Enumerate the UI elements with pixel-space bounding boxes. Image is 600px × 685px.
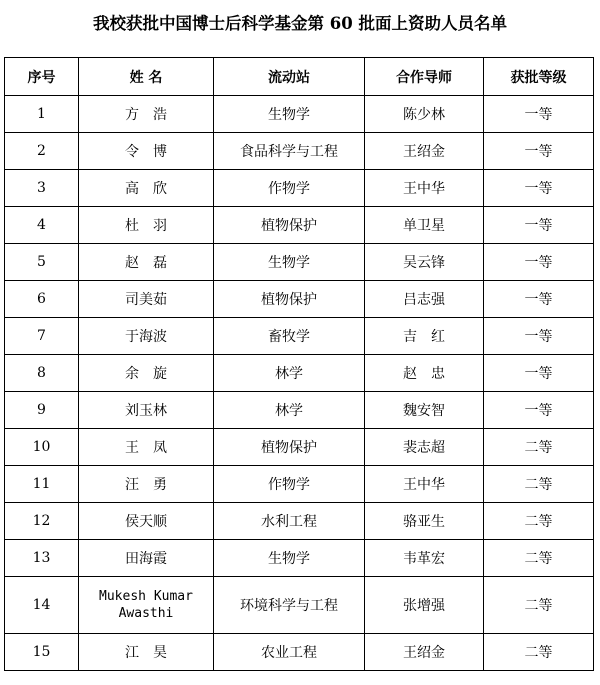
table-row [5,244,594,281]
row-name: 侯天顺 [79,503,214,540]
row-station: 植物保护 [214,207,365,244]
table-row [5,429,594,466]
row-level: 一等 [484,133,594,170]
row-level: 一等 [484,244,594,281]
table-row [5,503,594,540]
row-station: 林学 [214,355,365,392]
row-number: 2 [5,133,79,170]
row-name: 余 旋 [79,355,214,392]
row-number: 14 [5,577,79,634]
row-number: 7 [5,318,79,355]
row-number: 15 [5,634,79,671]
row-advisor: 吉 红 [365,318,484,355]
row-advisor: 韦革宏 [365,540,484,577]
row-level: 一等 [484,355,594,392]
row-name [79,577,214,634]
row-name: 汪 勇 [79,466,214,503]
row-number: 10 [5,429,79,466]
header-level: 获批等级 [484,58,594,96]
table-row [5,170,594,207]
row-station: 农业工程 [214,634,365,671]
table-row [5,466,594,503]
row-name: 方 浩 [79,96,214,133]
header-number: 序号 [5,58,79,96]
row-number: 6 [5,281,79,318]
row-advisor: 王中华 [365,466,484,503]
row-number: 12 [5,503,79,540]
row-level: 二等 [484,577,594,634]
row-station: 林学 [214,392,365,429]
row-level: 一等 [484,207,594,244]
table-row [5,133,594,170]
recipients-table [4,57,594,671]
table-row [5,96,594,133]
row-level: 二等 [484,429,594,466]
row-level: 二等 [484,466,594,503]
table-row [5,281,594,318]
row-level: 一等 [484,96,594,133]
row-number: 11 [5,466,79,503]
row-name: 赵 磊 [79,244,214,281]
row-advisor: 单卫星 [365,207,484,244]
table-row [5,392,594,429]
row-advisor: 吕志强 [365,281,484,318]
row-advisor: 骆亚生 [365,503,484,540]
table-row [5,318,594,355]
row-station: 生物学 [214,540,365,577]
table-row [5,540,594,577]
page-title: 我校获批中国博士后科学基金第 60 批面上资助人员名单 [93,14,507,33]
row-number: 4 [5,207,79,244]
row-station: 食品科学与工程 [214,133,365,170]
row-advisor: 陈少林 [365,96,484,133]
row-number: 3 [5,170,79,207]
header-name: 姓 名 [79,58,214,96]
row-name-text: Mukesh Kumar Awasthi [99,589,193,621]
row-advisor: 赵 忠 [365,355,484,392]
row-level: 一等 [484,281,594,318]
row-station: 植物保护 [214,281,365,318]
row-station: 生物学 [214,244,365,281]
row-station: 畜牧学 [214,318,365,355]
row-level: 二等 [484,503,594,540]
row-level: 二等 [484,634,594,671]
row-advisor: 王中华 [365,170,484,207]
row-station: 环境科学与工程 [214,577,365,634]
row-station: 作物学 [214,466,365,503]
row-level: 二等 [484,540,594,577]
row-station: 植物保护 [214,429,365,466]
row-name: 令 博 [79,133,214,170]
header-advisor: 合作导师 [365,58,484,96]
row-name: 杜 羽 [79,207,214,244]
row-level: 一等 [484,170,594,207]
row-advisor: 王绍金 [365,634,484,671]
row-advisor: 王绍金 [365,133,484,170]
row-station: 水利工程 [214,503,365,540]
table-header-row [5,58,594,96]
table-row [5,207,594,244]
row-number: 9 [5,392,79,429]
row-number: 8 [5,355,79,392]
row-number: 1 [5,96,79,133]
row-station: 作物学 [214,170,365,207]
row-name: 刘玉林 [79,392,214,429]
table-row [5,355,594,392]
row-name: 江 昊 [79,634,214,671]
row-level: 一等 [484,392,594,429]
row-name: 王 凤 [79,429,214,466]
row-station: 生物学 [214,96,365,133]
table-row [5,634,594,671]
row-number: 13 [5,540,79,577]
row-name: 高 欣 [79,170,214,207]
row-level: 一等 [484,318,594,355]
row-advisor: 吴云锋 [365,244,484,281]
row-name: 田海霞 [79,540,214,577]
row-advisor: 裴志超 [365,429,484,466]
table-row [5,577,594,634]
row-advisor: 魏安智 [365,392,484,429]
row-name: 司美茹 [79,281,214,318]
row-name: 于海波 [79,318,214,355]
row-advisor: 张增强 [365,577,484,634]
header-station: 流动站 [214,58,365,96]
row-number: 5 [5,244,79,281]
